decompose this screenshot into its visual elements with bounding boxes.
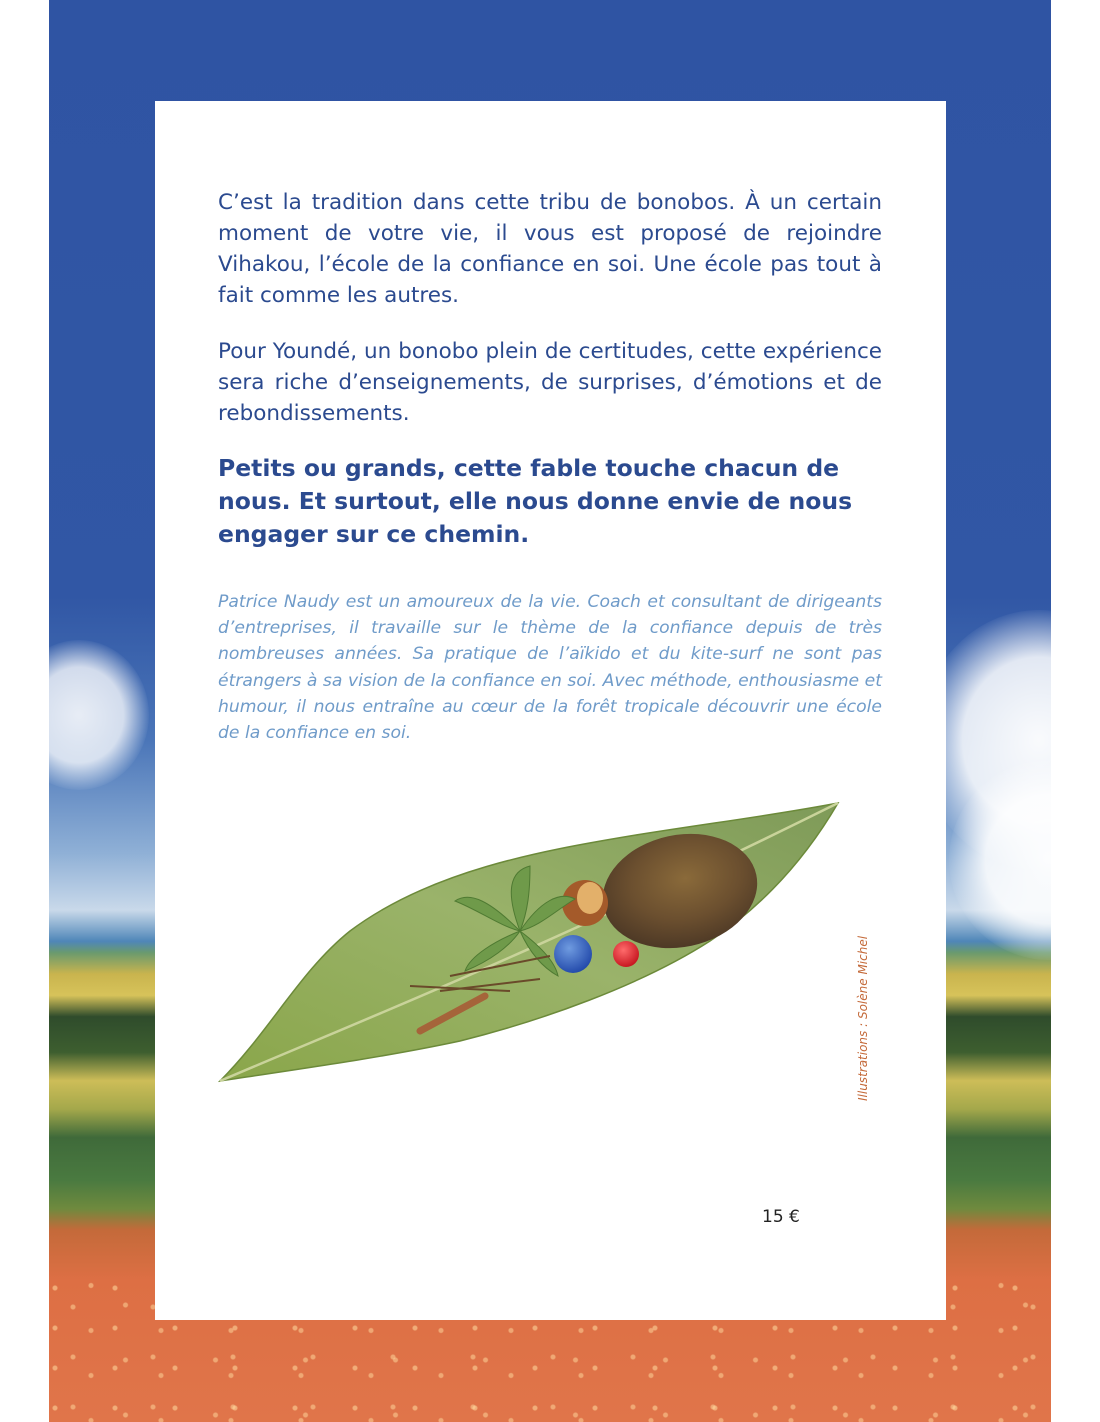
leaf-still-life-svg bbox=[210, 791, 890, 1101]
illustration-credit: Illustrations : Solène Michel bbox=[856, 935, 870, 1101]
intro-paragraph: C’est la tradition dans cette tribu de bonobos. À un certain moment de votre vie, il vous est proposé de rejoindre Vihakou, l’école de la confiance en soi. Une école pas tout à fait comme les autres. bbox=[218, 190, 882, 308]
red-berry bbox=[613, 941, 639, 967]
cloud bbox=[49, 640, 149, 790]
price: 15 € bbox=[762, 1207, 800, 1227]
blue-berry bbox=[554, 935, 592, 973]
tagline: Petits ou grands, cette fable touche chacun de nous. Et surtout, elle nous donne envie de nous engager sur ce chemin. bbox=[218, 454, 853, 548]
second-paragraph: Pour Youndé, un bonobo plein de certitudes, cette expérience sera riche d’enseignements, de surprises, d’émotions et de rebondissements. bbox=[218, 339, 882, 426]
author-bio: Patrice Naudy est un amoureux de la vie. Coach et consultant de dirigeants d’entreprises, il travaille sur le thème de la confiance depuis de très nombreuses années. Sa pratique de l’aïkido et du kite-surf ne sont pas étrangers à sa vision de la confiance en soi. Avec méthode, enthousiasme et humour, il nous entraîne au cœur de la forêt tropicale découvrir une école de la confiance en soi. bbox=[218, 592, 882, 744]
leaf-illustration bbox=[210, 791, 890, 1101]
text-panel bbox=[155, 101, 946, 1320]
